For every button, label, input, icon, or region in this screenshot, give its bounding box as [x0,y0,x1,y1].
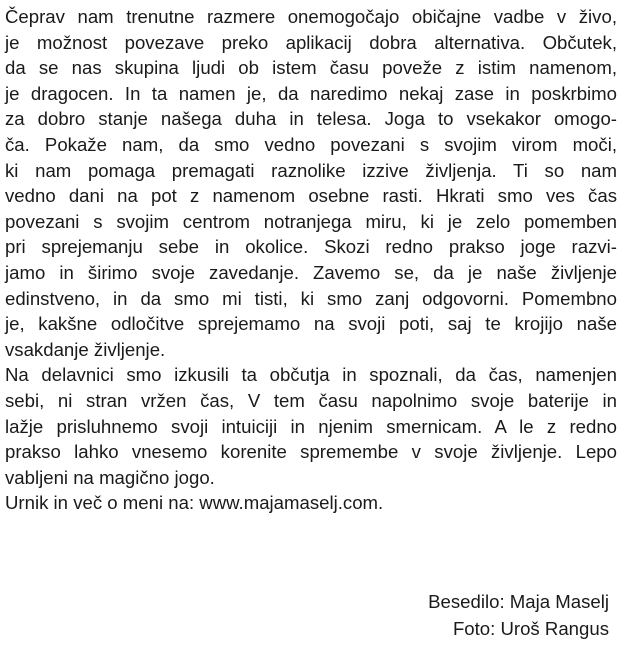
text-line: lažje prisluhnemo svoji intuiciji in njenim smernicam. A le z redno [5,415,617,437]
photo-credit: Foto: Uroš Rangus [452,618,609,639]
contact-line: Urnik in več o meni na: www.majamaselj.com. [5,492,384,514]
text-line: edinstveno, in da smo mi tisti, ki smo zanj odgovorni. Pomembno [5,287,617,309]
text-line: vsakdanje življenje. [5,338,166,360]
text-line: je, kakšne odločitve sprejemamo na svoji poti, saj te krojijo naše [5,313,617,335]
credits [428,588,609,642]
text-line: jamo in širimo svoje zavedanje. Zavemo se, da je naše življenje [5,261,617,283]
paragraph-1 [5,4,617,362]
text-line: Čeprav nam trenutne razmere onemogočajo običajne vadbe v živo, [5,6,617,27]
text-credit: Besedilo: Maja Maselj [428,591,609,612]
text-line: vabljeni na magično jogo. [5,466,215,488]
text-line: je možnost povezave preko aplikacij dobra alternativa. Občutek, [5,31,617,53]
text-line: ča. Pokaže nam, da smo vedno povezani s svojim virom moči, [5,133,617,155]
text-line: vedno dani na pot z namenom osebne rasti. Hkrati smo ves čas [5,185,617,207]
text-line: ki nam pomaga premagati raznolike izzive življenja. Ti so nam [5,159,617,181]
paragraph-2 [5,362,617,490]
text-line: sebi, ni stran vržen čas, V tem času napolnimo svoje baterije in [5,389,617,411]
text-line: prakso lahko vnesemo korenite spremembe v svoje življenje. Lepo [5,441,617,463]
text-line: povezani s svojim centrom notranjega miru, ki je zelo pomemben [5,210,617,232]
text-line: za dobro stanje našega duha in telesa. Joga to vsekakor omogo- [5,108,617,130]
text-line: da se nas skupina ljudi ob istem času poveže z istim namenom, [5,57,617,79]
text-line: Na delavnici smo izkusili ta občutja in spoznali, da čas, namenjen [5,364,617,386]
text-line: je dragocen. In ta namen je, da naredimo nekaj zase in poskrbimo [5,82,617,104]
text-line: pri sprejemanju sebe in okolice. Skozi redno prakso joge razvi- [5,236,617,258]
article-body [5,4,617,516]
